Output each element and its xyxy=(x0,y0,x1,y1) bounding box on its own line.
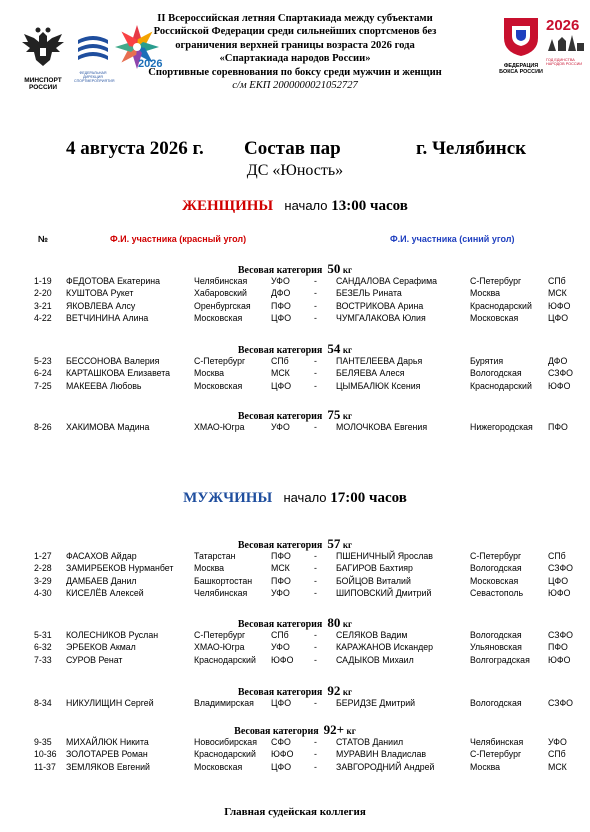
column-blue-corner-header: Ф.И. участника (синий угол) xyxy=(390,234,515,244)
men-start-time: 17:00 часов xyxy=(330,490,407,506)
federal-directorate-caption: ФЕДЕРАЛЬНАЯ ДИРЕКЦИЯ СПОРТМЕРОПРИЯТИЯ xyxy=(74,71,115,84)
blue-corner-name: МУРАВИН Владислав xyxy=(336,749,427,760)
event-header xyxy=(0,12,590,92)
weight-category-value: 92+ xyxy=(323,722,345,737)
bout-number: 11-37 xyxy=(34,761,56,772)
blue-corner-region: Нижегородская xyxy=(470,422,533,432)
red-corner-name: МАКЕЕВА Любовь xyxy=(66,380,142,391)
spartakiada-year: 2026 xyxy=(138,58,163,70)
red-corner-region: Краснодарский xyxy=(194,654,256,665)
red-corner-district: УФО xyxy=(271,276,290,286)
blue-corner-name: МОЛОЧКОВА Евгения xyxy=(336,422,428,432)
bout-separator: - xyxy=(314,575,317,586)
blue-corner-district: ЮФО xyxy=(548,587,571,598)
red-corner-name: ХАКИМОВА Мадина xyxy=(66,422,150,432)
red-corner-district: ЦФО xyxy=(271,380,292,391)
red-corner-region: С-Петербург xyxy=(194,630,246,640)
bout-separator: - xyxy=(314,587,317,598)
bout-separator: - xyxy=(314,737,317,747)
bout-row xyxy=(0,587,590,599)
red-corner-region: Краснодарский xyxy=(194,749,256,760)
bout-number: 1-19 xyxy=(34,276,52,286)
blue-corner-district: ЮФО xyxy=(548,654,571,665)
bout-number: 6-32 xyxy=(34,642,52,653)
weight-category-label: Весовая категория xyxy=(237,619,323,630)
red-corner-district: УФО xyxy=(271,642,290,653)
blue-corner-district: СЗФО xyxy=(548,368,573,379)
men-start-label: начало xyxy=(283,490,327,505)
bout-number: 2-20 xyxy=(34,288,52,299)
bout-separator: - xyxy=(314,654,317,665)
blue-corner-district: МСК xyxy=(548,761,567,772)
bout-row xyxy=(0,641,590,653)
red-corner-district: ЮФО xyxy=(271,654,294,665)
blue-corner-district: СЗФО xyxy=(548,630,573,640)
red-corner-region: Хабаровский xyxy=(194,288,247,299)
event-venue: ДС «Юность» xyxy=(246,162,344,179)
blue-corner-name: ПАНТЕЛЕЕВА Дарья xyxy=(336,356,423,366)
red-corner-region: Челябинская xyxy=(194,587,248,598)
red-corner-name: БЕССОНОВА Валерия xyxy=(66,356,160,366)
blue-corner-district: СПб xyxy=(548,551,566,561)
event-date: 4 августа 2026 г. xyxy=(66,138,204,159)
red-corner-district: МСК xyxy=(271,563,290,574)
bout-separator: - xyxy=(314,288,317,299)
blue-corner-region: Севастополь xyxy=(470,587,524,598)
red-corner-region: С-Петербург xyxy=(194,356,246,366)
weight-unit: кг xyxy=(342,265,353,275)
bout-separator: - xyxy=(314,312,317,323)
blue-corner-region: Москва xyxy=(470,761,501,772)
women-label: ЖЕНЩИНЫ xyxy=(182,198,274,214)
women-start-time: 13:00 часов xyxy=(331,198,408,214)
weight-unit: кг xyxy=(342,540,353,550)
blue-corner-district: СПб xyxy=(548,276,566,286)
bout-number: 4-22 xyxy=(34,312,52,323)
blue-corner-district: ПФО xyxy=(548,642,568,653)
bout-row xyxy=(0,562,590,574)
column-red-corner-header: Ф.И. участника (красный угол) xyxy=(110,234,247,244)
year-of-unity-caption: ГОД ЕДИНСТВА НАРОДОВ РОССИИ xyxy=(546,58,583,67)
blue-corner-region: Ульяновская xyxy=(470,642,522,653)
red-corner-district: СПб xyxy=(271,356,289,366)
red-corner-name: ФАСАХОВ Айдар xyxy=(66,551,137,561)
weight-category-value: 92 xyxy=(327,683,341,698)
bout-row xyxy=(0,312,590,324)
bout-separator: - xyxy=(314,749,317,760)
bout-row xyxy=(0,421,590,433)
red-corner-region: ХМАО-Югра xyxy=(194,642,245,653)
blue-corner-district: ЮФО xyxy=(548,300,571,311)
minsport-caption: МИНСПОРТ РОССИИ xyxy=(24,77,62,91)
bout-row xyxy=(0,697,590,709)
header-line-5: Спортивные соревнования по боксу среди мужчин и женщин xyxy=(148,66,442,78)
weight-unit: кг xyxy=(342,345,353,355)
bout-separator: - xyxy=(314,422,317,432)
red-corner-name: ЗАМИРБЕКОВ Нурманбет xyxy=(66,563,174,574)
men-section-header xyxy=(0,490,590,507)
red-corner-district: ЦФО xyxy=(271,698,292,708)
bout-row xyxy=(0,748,590,760)
bout-number: 4-30 xyxy=(34,587,52,598)
blue-corner-name: СТАТОВ Даниил xyxy=(336,737,404,747)
header-line-3: ограничения верхней границы возраста 2026 года xyxy=(175,39,415,51)
weight-unit: кг xyxy=(346,726,356,736)
page-title: Состав пар xyxy=(244,138,341,159)
blue-corner-region: С-Петербург xyxy=(470,551,522,561)
red-corner-name: ДАМБАЕВ Данил xyxy=(66,575,137,586)
blue-corner-region: Бурятия xyxy=(470,356,504,366)
bout-number: 1-27 xyxy=(34,551,52,561)
blue-corner-name: САНДАЛОВА Серафима xyxy=(336,276,438,286)
blue-corner-name: ШИПОВСКИЙ Дмитрий xyxy=(336,587,432,598)
red-corner-district: МСК xyxy=(271,368,290,379)
red-corner-district: ДФО xyxy=(271,288,291,299)
red-corner-region: Оренбургская xyxy=(194,300,251,311)
bout-row xyxy=(0,654,590,666)
red-corner-name: НИКУЛИЩИН Сергей xyxy=(66,698,154,708)
blue-corner-name: ЗАВГОРОДНИЙ Андрей xyxy=(336,761,435,772)
women-section-header xyxy=(0,198,590,215)
red-corner-region: Челябинская xyxy=(194,276,248,286)
bout-number: 3-29 xyxy=(34,575,52,586)
header-ekp-number: с/м ЕКП 2000000021052727 xyxy=(232,80,358,92)
red-corner-name: ЗЕМЛЯКОВ Евгений xyxy=(66,761,150,772)
bout-number: 9-35 xyxy=(34,737,52,747)
chief-judges-panel: Главная судейская коллегия xyxy=(224,806,366,818)
header-line-1: II Всероссийская летняя Спартакиада между субъектами xyxy=(157,13,433,24)
red-corner-district: СФО xyxy=(271,737,291,747)
blue-corner-name: СЕЛЯКОВ Вадим xyxy=(336,630,408,640)
weight-category-value: 75 xyxy=(327,407,341,422)
blue-corner-region: Краснодарский xyxy=(470,380,532,391)
bout-separator: - xyxy=(314,630,317,640)
weight-unit: кг xyxy=(342,687,353,697)
bout-separator: - xyxy=(314,761,317,772)
blue-corner-region: Вологодская xyxy=(470,698,522,708)
red-corner-name: ЗОЛОТАРЕВ Роман xyxy=(66,749,148,760)
blue-corner-district: СЗФО xyxy=(548,563,573,574)
bout-row xyxy=(0,287,590,299)
men-label: МУЖЧИНЫ xyxy=(183,490,273,506)
blue-corner-name: БАГИРОВ Бахтияр xyxy=(336,563,413,574)
weight-category-label: Весовая категория xyxy=(237,540,323,551)
red-corner-region: Москва xyxy=(194,368,225,379)
bout-number: 5-31 xyxy=(34,630,52,640)
column-number-header: № xyxy=(38,234,49,244)
header-line-4: «Спартакиада народов России» xyxy=(219,53,371,65)
red-corner-name: КОЛЕСНИКОВ Руслан xyxy=(66,630,159,640)
weight-category-value: 50 xyxy=(327,261,341,276)
blue-corner-name: САДЫКОВ Михаил xyxy=(336,654,414,665)
blue-corner-region: С-Петербург xyxy=(470,749,522,760)
blue-corner-district: ЦФО xyxy=(548,312,569,323)
blue-corner-name: БЕРИДЗЕ Дмитрий xyxy=(336,698,416,708)
weight-category-label: Весовая категория xyxy=(234,726,319,737)
red-corner-region: Московская xyxy=(194,312,243,323)
bout-row xyxy=(0,761,590,773)
bout-number: 2-28 xyxy=(34,563,52,574)
red-corner-district: СПб xyxy=(271,630,289,640)
red-corner-region: Татарстан xyxy=(194,551,236,561)
red-corner-district: УФО xyxy=(271,422,290,432)
red-corner-district: ЦФО xyxy=(271,761,292,772)
red-corner-name: СУРОВ Ренат xyxy=(66,654,123,665)
red-corner-name: ФЕДОТОВА Екатерина xyxy=(66,276,161,286)
blue-corner-district: УФО xyxy=(548,737,567,747)
red-corner-district: ПФО xyxy=(271,300,291,311)
weight-category-label: Весовая категория xyxy=(237,265,323,276)
red-corner-district: ЮФО xyxy=(271,749,294,760)
weight-category-label: Весовая категория xyxy=(237,687,323,698)
red-corner-region: Новосибирская xyxy=(194,737,257,747)
red-corner-name: КУШТОВА Рукет xyxy=(66,288,134,299)
red-corner-name: КИСЕЛЁВ Алексей xyxy=(66,587,144,598)
blue-corner-district: ЮФО xyxy=(548,380,571,391)
red-corner-district: УФО xyxy=(271,587,290,598)
blue-corner-region: Вологодская xyxy=(470,368,522,379)
red-corner-region: Московская xyxy=(194,380,243,391)
bout-number: 5-23 xyxy=(34,356,52,366)
red-corner-region: Башкортостан xyxy=(194,575,253,586)
blue-corner-district: ПФО xyxy=(548,422,568,432)
bout-separator: - xyxy=(314,380,317,391)
blue-corner-region: Вологодская xyxy=(470,563,522,574)
blue-corner-district: МСК xyxy=(548,288,567,299)
blue-corner-name: ПШЕНИЧНЫЙ Ярослав xyxy=(336,551,433,561)
bout-separator: - xyxy=(314,300,317,311)
blue-corner-district: ДФО xyxy=(548,356,568,366)
header-line-2: Российской Федерации среди сильнейших спортсменов без xyxy=(153,26,437,38)
bout-number: 7-25 xyxy=(34,380,52,391)
bout-number: 3-21 xyxy=(34,300,52,311)
bout-row xyxy=(0,367,590,379)
red-corner-region: Московская xyxy=(194,761,243,772)
blue-corner-name: БЕЗЕЛЬ Рината xyxy=(336,288,402,299)
bout-row xyxy=(0,629,590,641)
bout-row xyxy=(0,275,590,287)
bout-separator: - xyxy=(314,368,317,379)
red-corner-name: КАРТАШКОВА Елизавета xyxy=(66,368,171,379)
weight-category-label: Весовая категория xyxy=(237,345,323,356)
red-corner-name: ЯКОВЛЕВА Алсу xyxy=(66,300,136,311)
red-corner-name: ВЕТЧИНИНА Алина xyxy=(66,312,149,323)
bout-separator: - xyxy=(314,642,317,653)
bout-separator: - xyxy=(314,698,317,708)
bout-row xyxy=(0,550,590,562)
blue-corner-region: С-Петербург xyxy=(470,276,522,286)
bout-number: 10-36 xyxy=(34,749,57,760)
year-of-unity-number: 2026 xyxy=(546,17,580,34)
bout-separator: - xyxy=(314,276,317,286)
blue-corner-region: Краснодарский xyxy=(470,300,532,311)
bout-row xyxy=(0,380,590,392)
weight-category-label: Весовая категория xyxy=(237,411,323,422)
weight-category-value: 80 xyxy=(327,615,341,630)
blue-corner-name: БЕЛЯЕВА Алеся xyxy=(336,368,405,379)
blue-corner-name: ЧУМГАЛАКОВА Юлия xyxy=(336,312,426,323)
blue-corner-district: СЗФО xyxy=(548,698,573,708)
bout-separator: - xyxy=(314,563,317,574)
blue-corner-name: ВОСТРИКОВА Арина xyxy=(336,300,424,311)
bout-number: 6-24 xyxy=(34,368,52,379)
weight-category-value: 57 xyxy=(327,536,341,551)
bout-row xyxy=(0,575,590,587)
blue-corner-name: БОЙЦОВ Виталий xyxy=(336,575,411,586)
blue-corner-region: Москва xyxy=(470,288,501,299)
blue-corner-region: Челябинская xyxy=(470,737,524,747)
red-corner-region: ХМАО-Югра xyxy=(194,422,245,432)
red-corner-district: ПФО xyxy=(271,575,291,586)
weight-unit: кг xyxy=(342,411,353,421)
blue-corner-region: Волгоградская xyxy=(470,654,530,665)
bout-row xyxy=(0,355,590,367)
bout-row xyxy=(0,300,590,312)
bout-separator: - xyxy=(314,551,317,561)
blue-corner-district: ЦФО xyxy=(548,575,569,586)
blue-corner-name: КАРАЖАНОВ Искандер xyxy=(336,642,434,653)
red-corner-district: ПФО xyxy=(271,551,291,561)
bout-row xyxy=(0,736,590,748)
red-corner-district: ЦФО xyxy=(271,312,292,323)
weight-category-value: 54 xyxy=(327,341,341,356)
blue-corner-district: СПб xyxy=(548,749,566,760)
blue-corner-region: Московская xyxy=(470,575,519,586)
blue-corner-region: Вологодская xyxy=(470,630,522,640)
bout-number: 7-33 xyxy=(34,654,52,665)
women-start-label: начало xyxy=(284,198,328,213)
blue-corner-region: Московская xyxy=(470,312,519,323)
bout-number: 8-34 xyxy=(34,698,52,708)
red-corner-name: МИХАЙЛЮК Никита xyxy=(66,737,149,747)
boxing-federation-caption: ФЕДЕРАЦИЯ БОКСА РОССИИ xyxy=(499,63,543,75)
red-corner-region: Владимирская xyxy=(194,698,254,708)
event-city: г. Челябинск xyxy=(416,138,527,159)
red-corner-region: Москва xyxy=(194,563,225,574)
bout-separator: - xyxy=(314,356,317,366)
blue-corner-name: ЦЫМБАЛЮК Ксения xyxy=(336,380,421,391)
weight-unit: кг xyxy=(342,619,353,629)
bout-number: 8-26 xyxy=(34,422,52,432)
red-corner-name: ЭРБЕКОВ Акмал xyxy=(66,642,136,653)
